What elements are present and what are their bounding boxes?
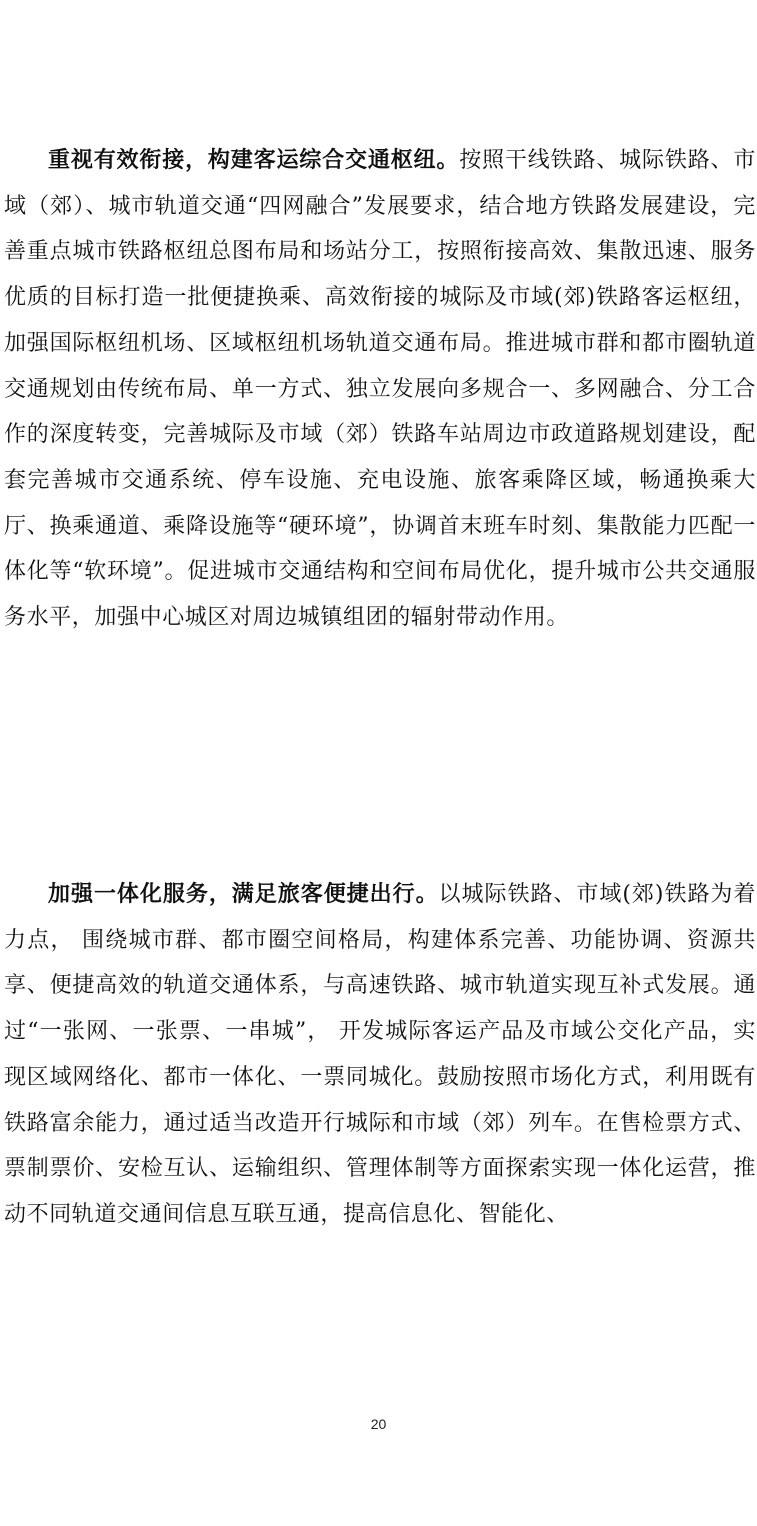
- paragraph-lead-heading: 加强一体化服务，满足旅客便捷出行。: [48, 882, 439, 907]
- page-number: 20: [370, 1416, 387, 1432]
- paragraph-body-text: 按照干线铁路、城际铁路、市域（郊）、城市轨道交通“四网融合”发展要求，结合地方铁路发展建设，完善重点城市铁路枢纽总图布局和场站分工，按照衔接高效、集散迅速、服务优质的目标打造一批便捷换乘、高效衔接的城际及市域(郊)铁路客运枢纽，加强国际枢纽机场、区域枢纽机场轨道交通布局。推进城市群和都市圈轨道交通规划由传统布局、单一方式、独立发展向多规合一、多网融合、分工合作的深度转变，完善城际及市域（郊）铁路车站周边市政道路规划建设，配套完善城市交通系统、停车设施、充电设施、旅客乘降区域，畅通换乘大厅、换乘通道、乘降设施等“硬环境”，协调首末班车时刻、集散能力匹配一体化等“软环境”。促进城市交通结构和空间布局优化，提升城市公共交通服务水平，加强中心城区对周边城镇组团的辐射带动作用。: [4, 148, 756, 631]
- paragraph-body-text: 以城际铁路、市域(郊)铁路为着力点， 围绕城市群、都市圈空间格局，构建体系完善、功能协调、资源共享、便捷高效的轨道交通体系，与高速铁路、城市轨道实现互补式发展。通过“一张网、一张票、一串城”， 开发城际客运产品及市域公交化产品，实现区域网络化、都市一体化、一票同城化。鼓励按照市场化方式，利用既有铁路富余能力，通过适当改造开行城际和市域（郊）列车。在售检票方式、票制票价、安检互认、运输组织、管理体制等方面探索实现一体化运营，推动不同轨道交通间信息互联互通，提高信息化、智能化、: [4, 882, 756, 1227]
- paragraph-integrated-service: [4, 872, 756, 1238]
- paragraph-hub-integration: [4, 138, 756, 641]
- paragraph-lead-heading: 重视有效衔接，构建客运综合交通枢纽。: [48, 148, 460, 173]
